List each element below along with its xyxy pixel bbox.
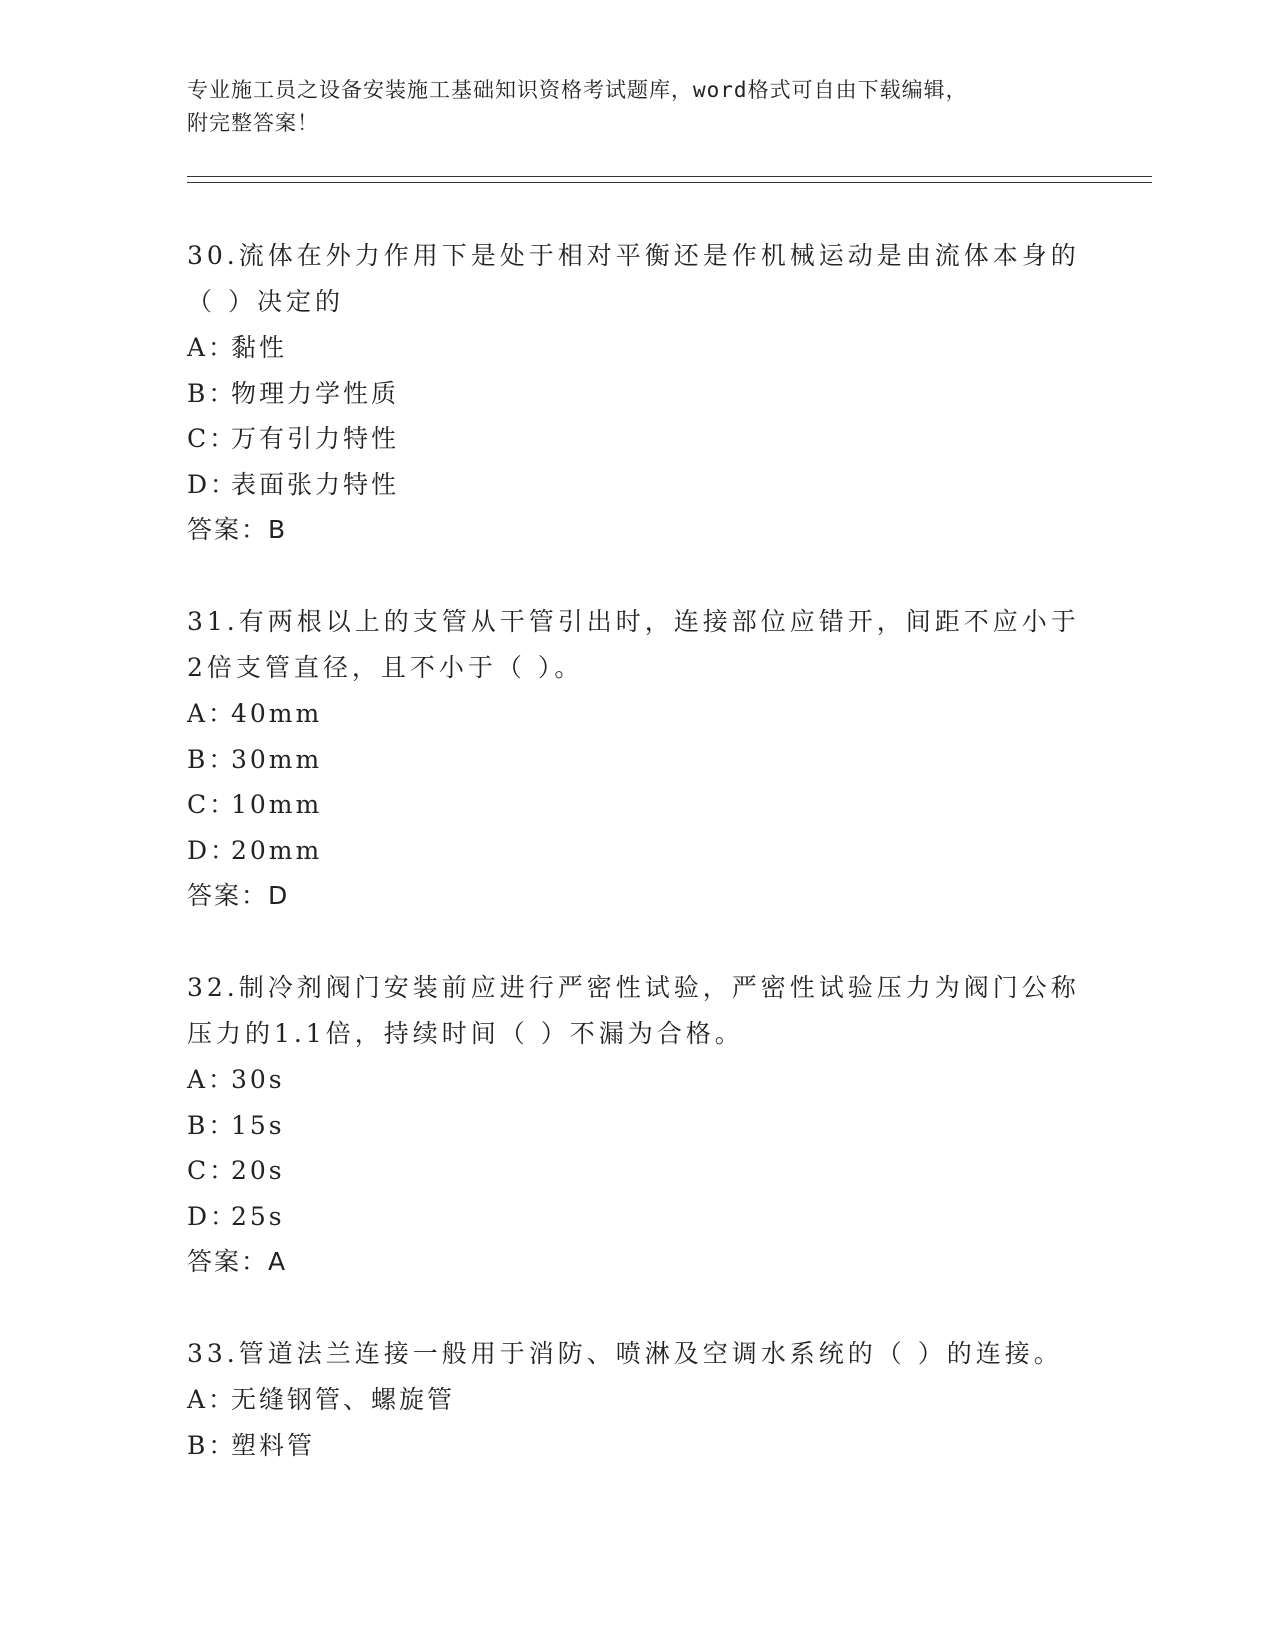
header-line-1: 专业施工员之设备安装施工基础知识资格考试题库，word格式可自由下载编辑， bbox=[187, 78, 968, 102]
option-c bbox=[187, 782, 1087, 828]
option-letter: B： bbox=[187, 744, 237, 774]
option-b bbox=[187, 1103, 1087, 1149]
answer-line: 答案：D bbox=[187, 881, 290, 910]
question-text-line-1: 33.管道法兰连接一般用于消防、喷淋及空调水系统的（ ）的连接。 bbox=[187, 1339, 1063, 1368]
option-letter: B： bbox=[187, 1430, 237, 1460]
option-d bbox=[187, 1194, 1087, 1240]
option-letter: C： bbox=[187, 424, 238, 453]
option-b bbox=[187, 371, 1087, 417]
option-letter: C： bbox=[187, 790, 238, 819]
option-text: 20s bbox=[231, 1156, 285, 1185]
option-a bbox=[187, 1377, 1087, 1423]
question-30 bbox=[187, 233, 1087, 553]
option-text: 30mm bbox=[231, 744, 323, 774]
question-text-line-1: 30.流体在外力作用下是处于相对平衡还是作机械运动是由流体本身的 bbox=[187, 241, 1080, 270]
option-text: 黏性 bbox=[231, 333, 288, 362]
option-letter: A： bbox=[187, 1065, 237, 1094]
question-33 bbox=[187, 1331, 1087, 1468]
header-divider bbox=[187, 176, 1152, 183]
option-b bbox=[187, 737, 1087, 783]
option-text: 无缝钢管、螺旋管 bbox=[231, 1385, 456, 1414]
option-letter: A： bbox=[187, 333, 237, 362]
option-letter: B： bbox=[187, 378, 237, 408]
option-a bbox=[187, 1057, 1087, 1103]
question-text-line-2: 2倍支管直径，且不小于（ ）。 bbox=[187, 653, 584, 682]
option-b bbox=[187, 1423, 1087, 1469]
document-header bbox=[187, 74, 1067, 140]
question-text-line-1: 32.制冷剂阀门安装前应进行严密性试验，严密性试验压力为阀门公称 bbox=[187, 973, 1080, 1002]
option-text: 40mm bbox=[231, 699, 323, 728]
answer-line: 答案：A bbox=[187, 1247, 288, 1276]
option-letter: D： bbox=[187, 1201, 239, 1231]
option-a bbox=[187, 691, 1087, 737]
option-text: 10mm bbox=[231, 790, 323, 819]
question-32 bbox=[187, 965, 1087, 1285]
option-text: 30s bbox=[231, 1065, 285, 1094]
option-text: 15s bbox=[231, 1110, 285, 1140]
option-letter: B： bbox=[187, 1110, 237, 1140]
option-a bbox=[187, 325, 1087, 371]
question-list bbox=[187, 233, 1087, 1514]
option-letter: A： bbox=[187, 699, 237, 728]
option-c bbox=[187, 416, 1087, 462]
option-d bbox=[187, 462, 1087, 508]
option-text: 塑料管 bbox=[231, 1430, 316, 1460]
option-text: 表面张力特性 bbox=[231, 469, 400, 499]
option-d bbox=[187, 828, 1087, 874]
option-letter: C： bbox=[187, 1156, 238, 1185]
option-text: 万有引力特性 bbox=[231, 424, 400, 453]
question-31 bbox=[187, 599, 1087, 919]
option-letter: D： bbox=[187, 835, 239, 865]
option-text: 20mm bbox=[231, 835, 323, 865]
question-text-line-1: 31.有两根以上的支管从干管引出时，连接部位应错开，间距不应小于 bbox=[187, 607, 1080, 636]
option-text: 物理力学性质 bbox=[231, 378, 400, 408]
option-c bbox=[187, 1148, 1087, 1194]
answer-line: 答案：B bbox=[187, 515, 288, 544]
header-line-2: 附完整答案！ bbox=[187, 111, 319, 135]
option-text: 25s bbox=[231, 1201, 285, 1231]
question-text-line-2: （ ）决定的 bbox=[187, 287, 344, 316]
option-letter: A： bbox=[187, 1385, 237, 1414]
option-letter: D： bbox=[187, 469, 239, 499]
question-text-line-2: 压力的1.1倍，持续时间（ ）不漏为合格。 bbox=[187, 1019, 744, 1048]
